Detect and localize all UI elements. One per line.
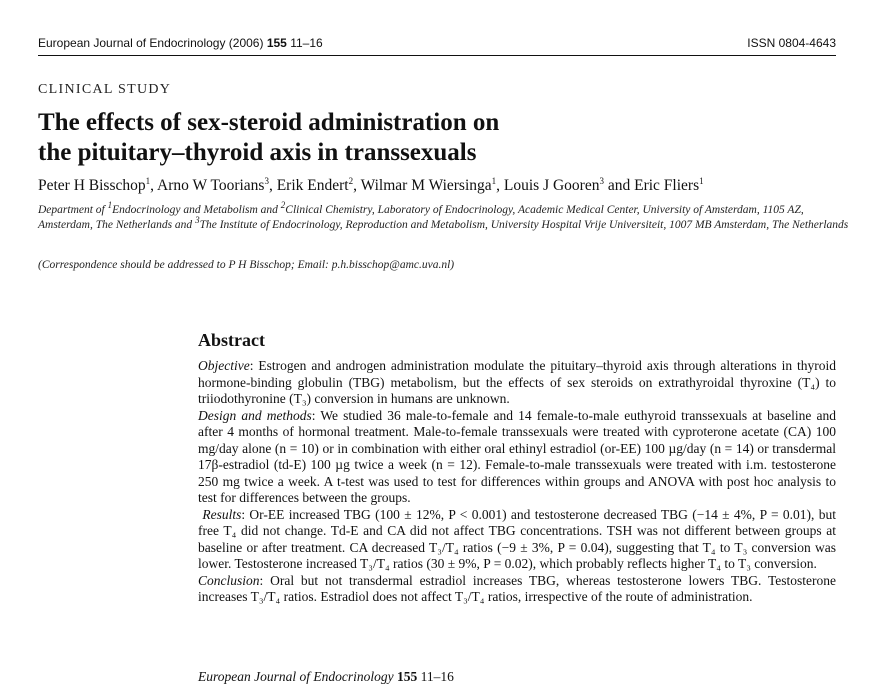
abstract-objective [198,358,836,408]
title-line-2: the pituitary–thyroid axis in transsexuals [38,139,477,166]
affiliations [38,200,858,233]
abstract-conclusion [198,573,836,606]
design-text: : We studied 36 male-to-female and 14 female-to-male euthyroid transsexuals at baseline and after 4 months of hormonal treatment. Male-to-female transsexuals were treated with cyproterone acetate (CA) 100 mg/day alone (n = 10) or in combination with either oral ethinyl estradiol (or-EE) 100 µg/day (n = 14) or transdermal 17β-estradiol (td-E) 100 µg twice a week (n = 12). Female-to-male transsexuals were treated with i.m. testosterone 250 mg twice a week. A t-test was used to test for differences within groups and ANOVA with post hoc analysis to test for differences between the groups. [198,407,836,505]
author-affiliation-number: 1 [145,175,151,186]
affiliation-text: Department of [38,204,108,216]
affiliation-text: The Institute of Endocrinology, Reproduction and Metabolism, University Hospital Vrije Universiteit, 1007 MB Amsterdam, The Netherlands [199,219,849,231]
citation-pages: 11–16 [420,669,454,684]
author-separator: , [150,177,158,194]
abstract-body [198,358,836,606]
author-separator: , [496,177,504,194]
issn: ISSN 0804-4643 [747,36,836,50]
affiliation-number: 1 [107,200,113,211]
author-name: Arno W Toorians [157,177,265,194]
author-name: Eric Fliers [634,177,700,194]
title-line-1: The effects of sex-steroid administration on [38,109,500,136]
affiliation-number: 2 [280,200,286,211]
citation-volume: 155 [396,669,418,684]
abstract-results [198,507,836,573]
author-separator: , [268,177,277,194]
author-name: Wilmar M Wiersinga [360,177,492,194]
abstract-heading: Abstract [198,330,265,350]
author-separator: , [353,177,361,194]
results-text: : Or-EE increased TBG (100 ± 12%, P < 0.001) and testosterone decreased TBG (−14 ± 4%, P = 0.01), but free T₄ did not change. Td-E and CA did not affect TBG concentrations. TSH was not different between groups at baseline or after treatment. CA decreased T₃/T₄ ratios (−9 ± 3%, P = 0.04), suggesting that T₄ to T₃ conversion was lower. Testosterone increased T₃/T₄ ratios (30 ± 9%, P = 0.02), which probably reflects higher T₄ to T₃ conversion. [198,506,836,571]
author-affiliation-number: 1 [699,175,704,186]
affiliation-text: Endocrinology and Metabolism and [112,204,281,216]
author-affiliation-number: 1 [491,175,497,186]
journal-volume: 155 [266,36,287,50]
journal-pages: 11–16 [286,36,323,50]
author-affiliation-number: 3 [264,175,269,186]
author-separator: and [603,177,635,194]
conclusion-label: Conclusion [198,572,260,588]
journal-reference [38,36,323,50]
abstract-design [198,408,836,507]
author-affiliation-number: 2 [348,175,354,186]
author-name: Louis J Gooren [503,177,600,194]
conclusion-text: : Oral but not transdermal estradiol increases TBG, whereas testosterone lowers TBG. Testosterone increases T₃/T₄ ratios. Estradiol does not affect T₃/T₄ ratios, irrespective of the route of administration. [198,572,836,604]
design-label: Design and methods [198,407,312,423]
author-list [38,176,858,196]
author-name: Erik Endert [276,177,349,194]
results-label: Results [202,506,242,522]
affiliation-text: Clinical Chemistry, Laboratory of Endocrinology, Academic Medical Center, University of Amsterdam, 1105 AZ, Amsterdam, The Netherlands and [38,204,804,231]
objective-text: : Estrogen and androgen administration modulate the pituitary–thyroid axis through alterations in thyroid hormone-binding globulin (TBG) metabolism, but the effects of sex steroids on extrathyroidal thyroxine (T₄) to triiodothyronine (T₃) conversion in humans are unknown. [198,358,836,406]
author-affiliation-number: 3 [599,175,604,186]
article-title [38,108,858,168]
author-name: Peter H Bisschop [38,177,146,194]
header-rule [38,55,836,56]
citation-journal: European Journal of Endocrinology [198,669,394,684]
objective-label: Objective [198,358,250,373]
journal-prefix: European Journal of Endocrinology (2006) [38,36,267,50]
correspondence-note: (Correspondence should be addressed to P H Bisschop; Email: p.h.bisschop@amc.uva.nl) [38,259,455,271]
affiliation-number: 3 [195,215,200,226]
section-label: CLINICAL STUDY [38,82,172,97]
citation-line [198,669,454,685]
abstract-section [198,330,836,606]
